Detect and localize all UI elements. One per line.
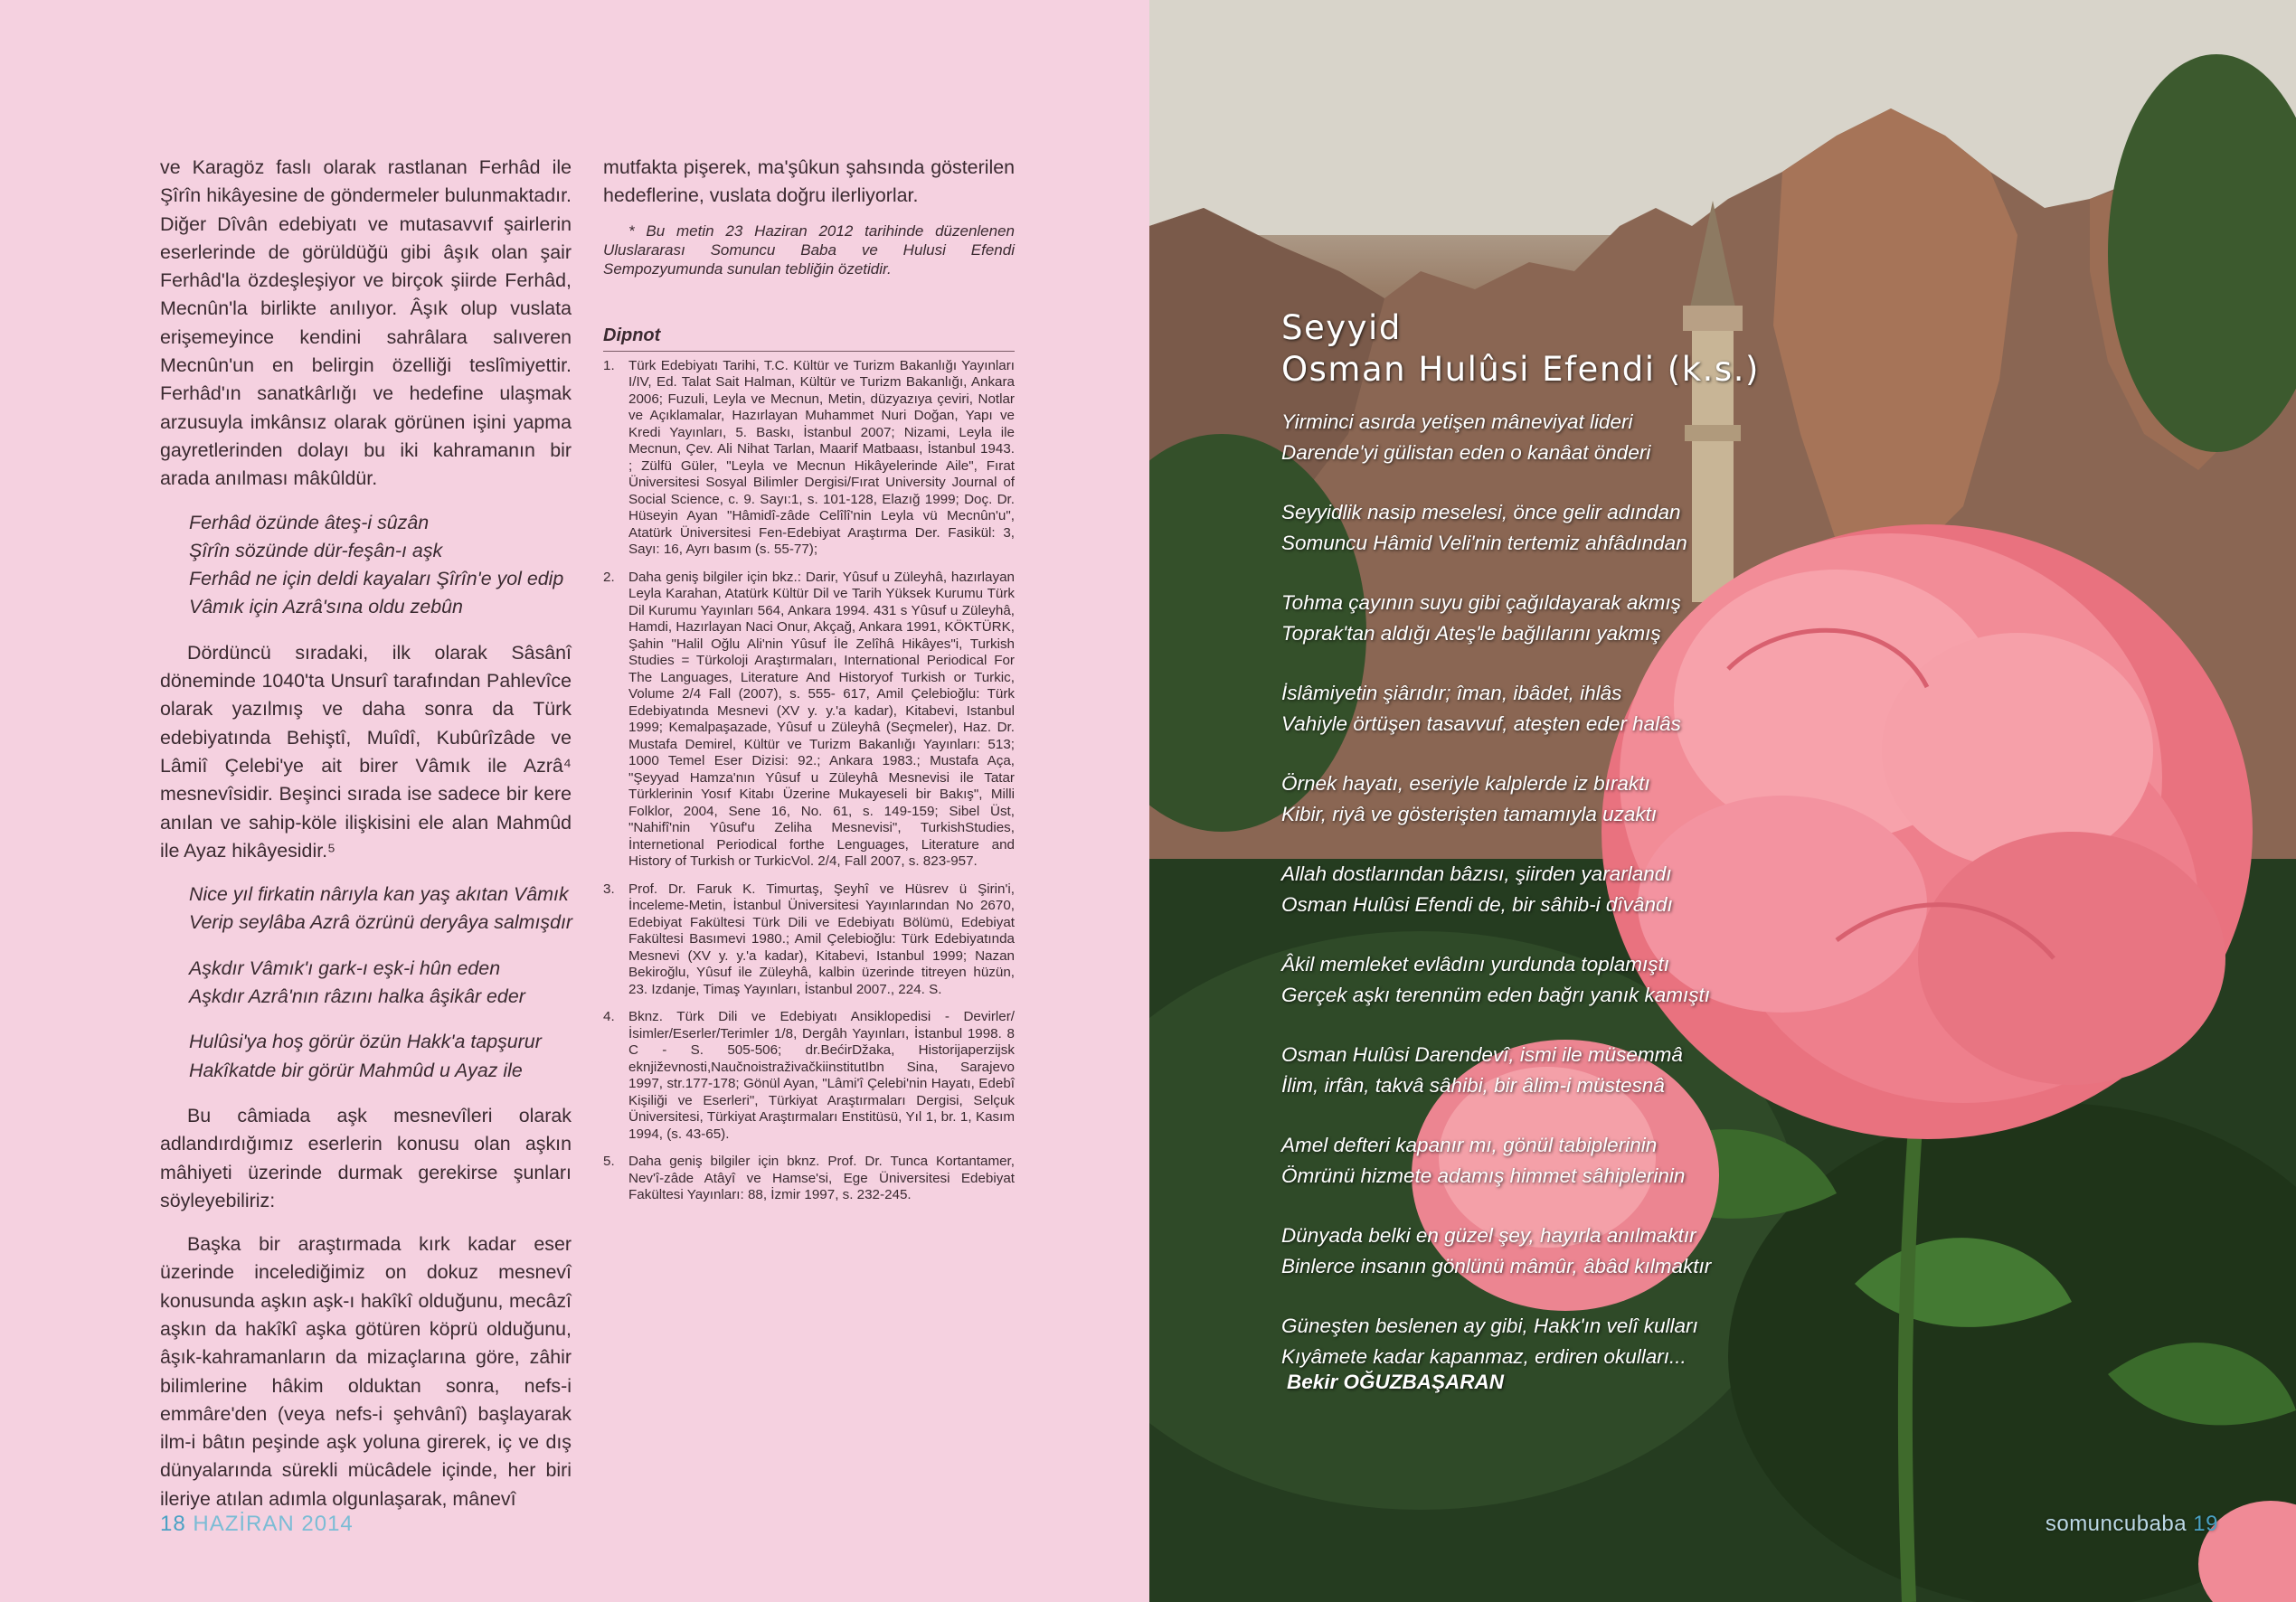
page-folio-right: [2046, 1512, 2218, 1537]
verse-line: Ferhâd ne için deldi kayaları Şîrîn'e yol edip: [189, 568, 564, 590]
stanza: [1281, 1130, 1788, 1191]
poem-line: Binlerce insanın gönlünü mâmûr, âbâd kılmaktır: [1281, 1254, 1712, 1277]
poem-title-line: Osman Hulûsi Efendi (k.s.): [1281, 350, 1760, 389]
verse-line: Aşkdır Azrâ'nın râzını halka âşikâr eder: [189, 985, 525, 1008]
issue-date: HAZİRAN 2014: [193, 1512, 354, 1536]
verse-line: Hakîkatde bir görür Mahmûd u Ayaz ile: [189, 1059, 523, 1081]
footnote: [603, 1154, 1015, 1204]
verse-block: [189, 955, 572, 1012]
paragraph: mutfakta pişerek, ma'şûkun şahsında gösterilen hedeflerine, vuslata doğru ilerliyorlar.: [603, 156, 1015, 207]
footnote-number: 5.: [603, 1154, 615, 1170]
poem-line: Dünyada belki en güzel şey, hayırla anılmaktır: [1281, 1224, 1696, 1247]
footnote-number: 1.: [603, 357, 615, 373]
poem-line: Amel defteri kapanır mı, gönül tabiplerinin: [1281, 1134, 1658, 1156]
stanza: [1281, 1040, 1788, 1100]
footnote: [603, 881, 1015, 999]
stanza: [1281, 859, 1788, 919]
right-page: [1149, 0, 2296, 1602]
verse-line: Nice yıl firkatin nârıyla kan yaş akıtan Vâmık: [189, 883, 569, 906]
verse-line: Şîrîn sözünde dür-feşân-ı aşk: [189, 539, 443, 561]
text-column-right: [603, 154, 1015, 1215]
stanza: [1281, 949, 1788, 1010]
poem-line: Somuncu Hâmid Veli'nin tertemiz ahfâdından: [1281, 531, 1687, 554]
poem-author: Bekir OĞUZBAŞARAN: [1287, 1371, 1505, 1393]
author-note: * Bu metin 23 Haziran 2012 tarihinde düzenlenen Uluslararası Somuncu Baba ve Hulusi Efendi Sempozyumunda sunulan tebliğin özetidir.: [603, 221, 1015, 278]
poem-line: Osman Hulûsi Efendi de, bir sâhib-i dîvândı: [1281, 892, 1673, 916]
magazine-name: somuncubaba: [2045, 1512, 2187, 1536]
footnote-text: Bknz. Türk Dili ve Edebiyatı Ansiklopedisi - Devirler/İsimler/Eserler/Terimler 1/8, Dergâh Yayınları, İstanbul 1998. 8 C - S. 505-506; dr.BećirDžaka, Historijaperzijsk eknjiževnosti,NaučnoistraživačkiinstitutIbn Sina, Sarajevo 1997, str.177-178; Gönül Ayan, "Lâmi'î Çelebi'nin Hayatı, Edebî Kişiliği ve Eserleri", Türkiyat Araştırmaları Dergisi, Selçuk Üniversitesi, Türkiyat Araştırmaları Enstitüsü, Yıl 1, br. 1, Kasım 1994, (s. 43-65).: [628, 1009, 1015, 1142]
verse-line: Hulûsi'ya hoş görür özün Hakk'a tapşurur: [189, 1031, 542, 1053]
footnote-number: 3.: [603, 881, 615, 897]
poem-line: Darende'yi gülistan eden o kanâat önderi: [1281, 440, 1651, 464]
poem-line: Osman Hulûsi Darendevî, ismi ile müsemmâ: [1281, 1043, 1683, 1066]
poem-title: [1281, 307, 1788, 391]
footnote: [603, 358, 1015, 559]
footnote-number: 4.: [603, 1009, 615, 1025]
footnote-text: Daha geniş bilgiler için bknz. Prof. Dr. Tunca Kortantamer, Nev'î-zâde Atâyî ve Hamse'si, Ege Üniversitesi Edebiyat Fakültesi Yayınları: 88, İzmir 1997, s. 232-245.: [628, 1154, 1015, 1203]
poem-line: Âkil memleket evlâdını yurdunda toplamıştı: [1281, 953, 1669, 975]
verse-line: Ferhâd özünde âteş-i sûzân: [189, 511, 430, 533]
footnote-number: 2.: [603, 569, 615, 585]
verse-block: [189, 881, 572, 938]
verse-block: [189, 509, 572, 622]
page-folio-left: [160, 1512, 354, 1537]
poem-line: Allah dostlarından bâzısı, şiirden yararlandı: [1281, 862, 1672, 885]
paragraph: Dördüncü sıradaki, ilk olarak Sâsânî döneminde 1040'ta Unsurî tarafından Pahlevîce olarak yazılmış ve daha sonra da Türk edebiyatında Behiştî, Muîdî, Kubûrîzâde ve Lâmiî Çelebi'ye ait birer Vâmık ile Azrâ⁴ mesnevîsidir. Beşinci sırada ise sadece bir kere anılan ve sahip-köle ilişkisini ele alan Mahmûd ile Ayaz hikâyesidir.⁵: [160, 641, 572, 862]
page-number: 19: [2193, 1512, 2218, 1536]
paragraph: Bu câmiada aşk mesnevîleri olarak adlandırdığımız eserlerin konusu olan aşkın mâhiyeti üzerinde durmak gerekirse şunları söyleyebiliriz:: [160, 1104, 572, 1211]
poem-line: Güneşten beslenen ay gibi, Hakk'ın velî kulları: [1281, 1315, 1698, 1337]
verse-line: Aşkdır Vâmık'ı gark-ı eşk-i hûn eden: [189, 956, 501, 979]
paragraph: ve Karagöz faslı olarak rastlanan Ferhâd ile Şîrîn hikâyesine de göndermeler bulunmaktadır. Diğer Dîvân edebiyatı ve mutasavvıf şairlerin eserlerinde de görüldüğü gibi âşık olan şair Ferhâd'la özdeşleşiyor ve birçok şiirde Ferhâd, Mecnûn'la birlikte anılıyor. Âşık olup vuslata erişemeyince kendini sahrâlara salıveren Mecnûn'un en belirgin özelliği teslîmiyettir. Ferhâd'ın sanatkârlığı ve hedefine ulaşmak arzusuyla imkânsız olarak görünen işini yapma gayretlerinden dolayı bu iki kahramanın bir arada anılması mâkûldür.: [160, 156, 572, 490]
text-column-left: [160, 154, 572, 1529]
verse-line: Verip seylâba Azrâ özrünü deryâya salmışdır: [189, 911, 573, 934]
footnote-text: Daha geniş bilgiler için bkz.: Darir, Yûsuf u Züleyhâ, hazırlayan Leyla Karahan, Atatürk Kültür Dil ve Tarih Yüksek Kurumu Türk Dil Kurumu Yayınları 564, Ankara 1994. 431 s Yûsuf u Züleyhâ, Hamdi, Hazırlayan Naci Onur, Akçağ, Ankara 1991, KÖKTÜRK, Şahin "Halil Oğlu Ali'nin Yûsuf İle Zelîhâ Hikâyes"i, Turkish Studies = Türkoloji Araştırmaları, International Periodical For The Languages, Literature And Historyof Turkish or Turkic, Volume 2/4 Fall (2007), s. 555- 617, Amil Çelebioğlu: Türk Edebiyatında Mesnevi (XV y. y.'a kadar), Kitabevi, Istanbul 1999; Kemalpaşazade, Yûsuf u Züleyhâ (Seçmeler), Haz. Dr. Mustafa Demirel, Kültür ve Turizm Bakanlığı Yayınları: 513; 1000 Temel Eser Dizisi: 92.; Ankara 1983.; Mustafa Aça, "Şeyyad Hamza'nın Yûsuf u Züleyhâ Mesnevisi ile Tatar Türklerinin Yosıf Kitabı Üzerine Mukayeseli bir Bakış", Milli Folklor, 2004, Sene 16, No. 61, s. 149-159; Sibel Üst, "Nahifî'nin Yûsuf'u Zeliha Mesnevisi", TurkishStudies, İnternetional Periodical forthe Lenguages, Literature and History of Turkish or TurkicVol. 2/4, Fall 2007, s. 823-957.: [628, 569, 1015, 870]
paragraph: Başka bir araştırmada kırk kadar eser üzerinde incelediğimiz on dokuz mesnevî konusunda aşkın aşk-ı hakîkî olduğunu, mecâzî aşkın da hakîkî aşka götüren köprü olduğunu, âşık-kahramanların da mizaçlarına göre, zâhir bilimlerine hâkim olduktan sonra, nefs-i emmâre'den (veya nefs-i şehvânî) başlayarak ilm-i bâtın peşinde aşk yoluna girerek, iç ve dış dünyalarında sürekli mücâdele içinde, her biri ileriye atılan adımla olgunlaşarak, mânevî: [160, 1233, 572, 1510]
poem-line: Vahiyle örtüşen tasavvuf, ateşten eder halâs: [1281, 711, 1681, 735]
poem-line: Yirminci asırda yetişen mâneviyat lideri: [1281, 410, 1633, 433]
page-number: 18: [160, 1512, 186, 1536]
poem-line: Seyyidlik nasip meselesi, önce gelir adından: [1281, 501, 1681, 523]
poem-title-line: Seyyid: [1281, 308, 1402, 347]
stanza: [1281, 588, 1788, 648]
poem-line: İslâmiyetin şiârıdır; îman, ibâdet, ihlâs: [1281, 682, 1622, 704]
poem-line: Gerçek aşkı terennüm eden bağrı yanık kamıştı: [1281, 983, 1710, 1006]
stanza: [1281, 1311, 1788, 1371]
poem-line: Ömrünü hizmete adamış himmet sâhiplerinin: [1281, 1164, 1686, 1187]
footnote: [603, 570, 1015, 871]
verse-block: [189, 1028, 572, 1085]
footnote-text: Prof. Dr. Faruk K. Timurtaş, Şeyhî ve Hüsrev ü Şirin'i, İnceleme-Metin, İstanbul Üniversitesi Yayınlarından No 2670, Edebiyat Fakültesi Türk Dili ve Edebiyatı Bölümü, Edebiyat Fakültesi Basımevi 1980.; Amil Çelebioğlu: Türk Edebiyatında Mesnevi (XV y. y.'a kadar), Kitabevi, Istanbul 1999; Nazan Bekiroğlu, Yûsuf ile Züleyhâ, kalbin üzerinde titreyen hüzün, 23. Izdanje, Timaş Yayınları, İstanbul 2007., 224. S.: [628, 881, 1015, 997]
stanza: [1281, 678, 1788, 739]
stanza: [1281, 497, 1788, 558]
verse-line: Vâmık için Azrâ'sına oldu zebûn: [189, 596, 463, 618]
poem: [1281, 307, 1788, 1396]
footnote-text: Türk Edebiyatı Tarihi, T.C. Kültür ve Turizm Bakanlığı Yayınları I/IV, Ed. Talat Sait Halman, Kültür ve Turizm Bakanlığı, Ankara 2006; Fuzuli, Leyla ve Mecnun, Metin, düzyazıya çeviri, Notlar ve Açıklamalar, Hazırlayan Muhammet Nuri Doğan, Yapı ve Kredi Yayınları, 5. Baskı, İstanbul 2007; Nizami, Leyla ile Mecnun, Çev. Ali Nihat Tarlan, Maarif Matbaası, İstanbul 1943. ; Zülfü Güler, "Leyla ve Mecnun Hikâyelerinde Aile", Fırat Üniversitesi Sosyal Bilimler Dergisi/Fırat University Journal of Social Science, c. 9. Sayı:1, s. 101-128, Elazığ 1999; Doç. Dr. Hüseyin Ayan "Hâmidî-zâde Celîlî'nin Leyla vü Mecnûn'u", Atatürk Üniversitesi Fen-Edebiyat Araştırma Der. Fasikül: 3, Sayı: 16, Ayrı basım (s. 55-77);: [628, 357, 1015, 558]
poem-line: Örnek hayatı, eseriyle kalplerde iz bıraktı: [1281, 772, 1650, 795]
footnotes-heading: Dipnot: [603, 325, 1015, 352]
stanza: [1281, 768, 1788, 829]
poem-line: Kıyâmete kadar kapanmaz, erdiren okulları...: [1281, 1344, 1687, 1368]
footnote: [603, 1009, 1015, 1143]
stanza: [1281, 407, 1788, 467]
poem-line: Kibir, riyâ ve gösterişten tamamıyla uzaktı: [1281, 802, 1658, 825]
stanza: [1281, 1220, 1788, 1281]
poem-line: Tohma çayının suyu gibi çağıldayarak akmış: [1281, 591, 1681, 614]
poem-line: Toprak'tan aldığı Ateş'le bağlılarını yakmış: [1281, 621, 1661, 645]
poem-line: İlim, irfân, takvâ sâhibi, bir âlim-i müstesnâ: [1281, 1073, 1665, 1097]
